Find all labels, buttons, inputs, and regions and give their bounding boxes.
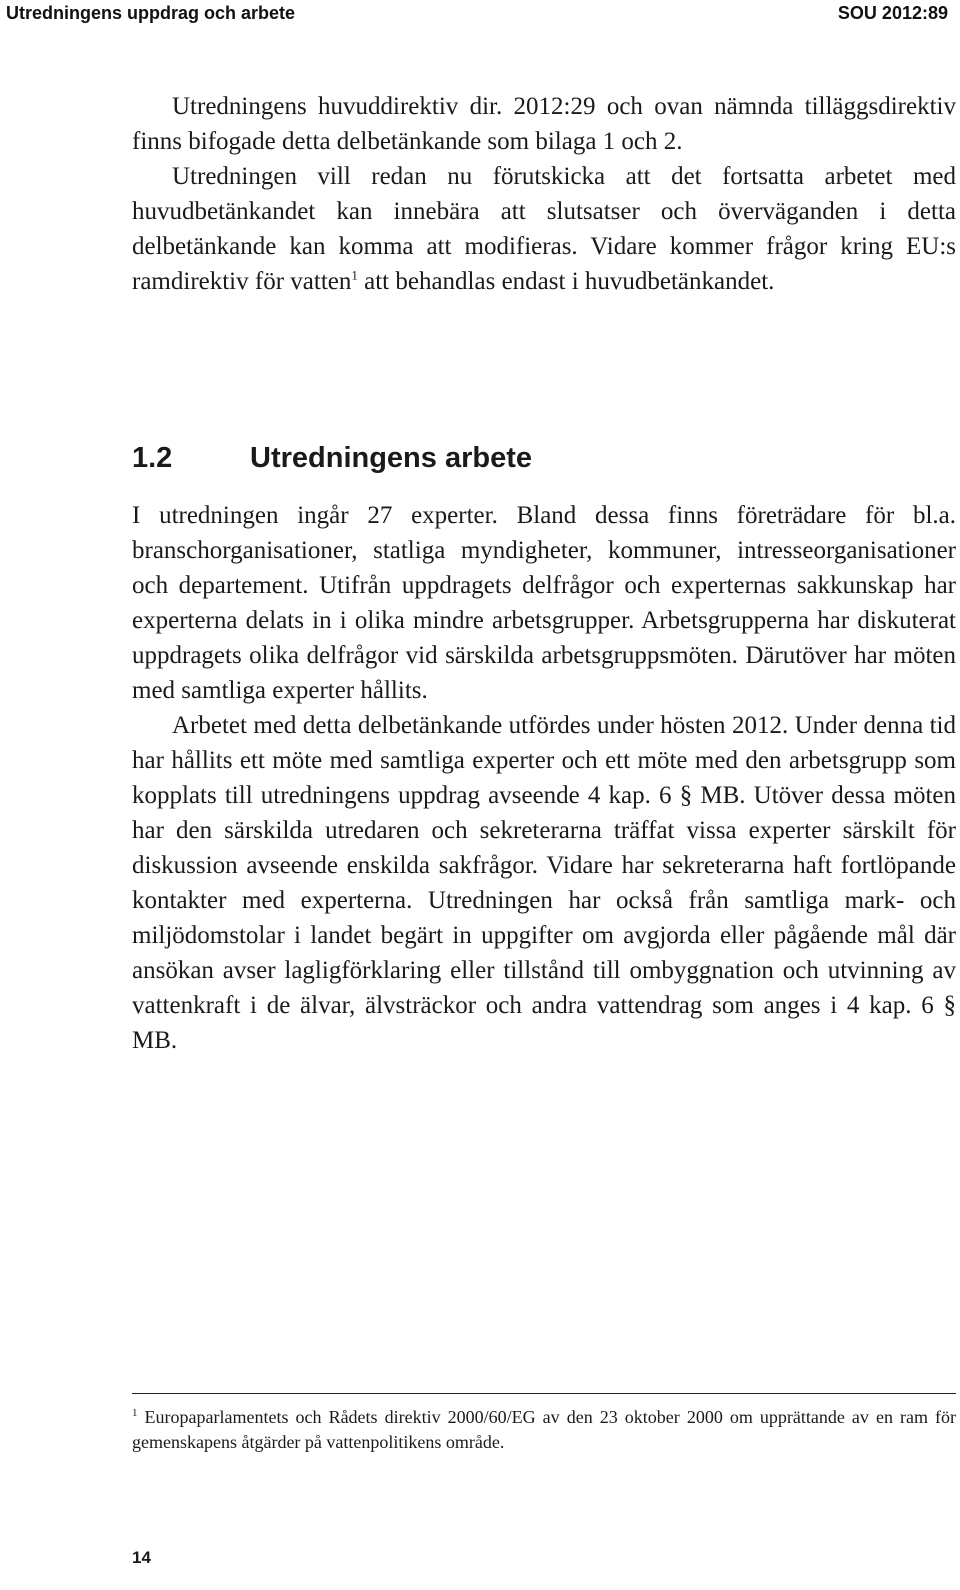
footnote-mark: 1 — [132, 1407, 138, 1419]
intro-text — [132, 89, 956, 299]
running-header — [0, 0, 960, 28]
paragraph-text: att behandlas endast i huvudbetänkandet. — [357, 268, 775, 295]
section-text — [132, 498, 956, 1058]
chapter-title: Utredningens uppdrag och arbete — [6, 3, 296, 23]
paragraph: Arbetet med detta delbetänkande utfördes under hösten 2012. Under denna tid har hållits ett möte med samtliga experter och ett möte med den arbetsgrupp som kopplats till utredningens uppdrag avseende 4 kap. 6 § MB. Utöver dessa möten har den särskilda utredaren och sekreterarna träffat vissa experter särskilt för diskussion avseende enskilda sakfrågor. Vidare har sekreterarna haft fortlöpande kontakter med experterna. Utredningen har också från samtliga mark- och miljödomstolar i landet begärt in uppgifter om avgjorda eller pågående mål där ansökan avser lagligförklaring eller tillstånd till ombyggnation och utvinning av vattenkraft i de älvar, älvsträckor och andra vattendrag som anges i 4 kap. 6 § MB. — [132, 712, 956, 1054]
footnote-text: Europaparlamentets och Rådets direktiv 2000/60/EG av den 23 oktober 2000 om upprättande av en ram för gemenskapens åtgärder på vattenpolitikens område. — [132, 1407, 956, 1452]
paragraph-text: Utredningen vill redan nu förutskicka att det fortsatta arbetet med huvudbetänkandet kan innebära att slutsatser och överväganden i detta delbetänkande kan komma att modifieras. Vidare kommer frågor kring EU:s ramdirektiv för vatten — [132, 163, 956, 295]
section-number: 1.2 — [132, 442, 173, 474]
section-title: Utredningens arbete — [250, 442, 532, 474]
report-number: SOU 2012:89 — [837, 3, 948, 23]
section-heading — [132, 440, 956, 476]
page-number: 14 — [132, 1548, 151, 1567]
footnote-reference[interactable]: 1 — [351, 267, 358, 283]
paragraph: I utredningen ingår 27 experter. Bland dessa finns företrädare för bl.a. branschorganisationer, statliga myndigheter, kommuner, intresseorganisationer och departement. Utifrån uppdragets delfrågor och experternas sakkunskap har experterna delats in i olika mindre arbetsgrupper. Arbetsgrupperna har diskuterat uppdragets olika delfrågor vid särskilda arbetsgruppsmöten. Därutöver har möten med samtliga experter hållits. — [132, 502, 956, 704]
footnote-divider — [132, 1393, 956, 1394]
footnote — [132, 1405, 956, 1455]
paragraph: Utredningens huvuddirektiv dir. 2012:29 och ovan nämnda tilläggsdirektiv finns bifogade detta delbetänkande som bilaga 1 och 2. — [132, 93, 956, 155]
paragraph — [132, 159, 956, 299]
